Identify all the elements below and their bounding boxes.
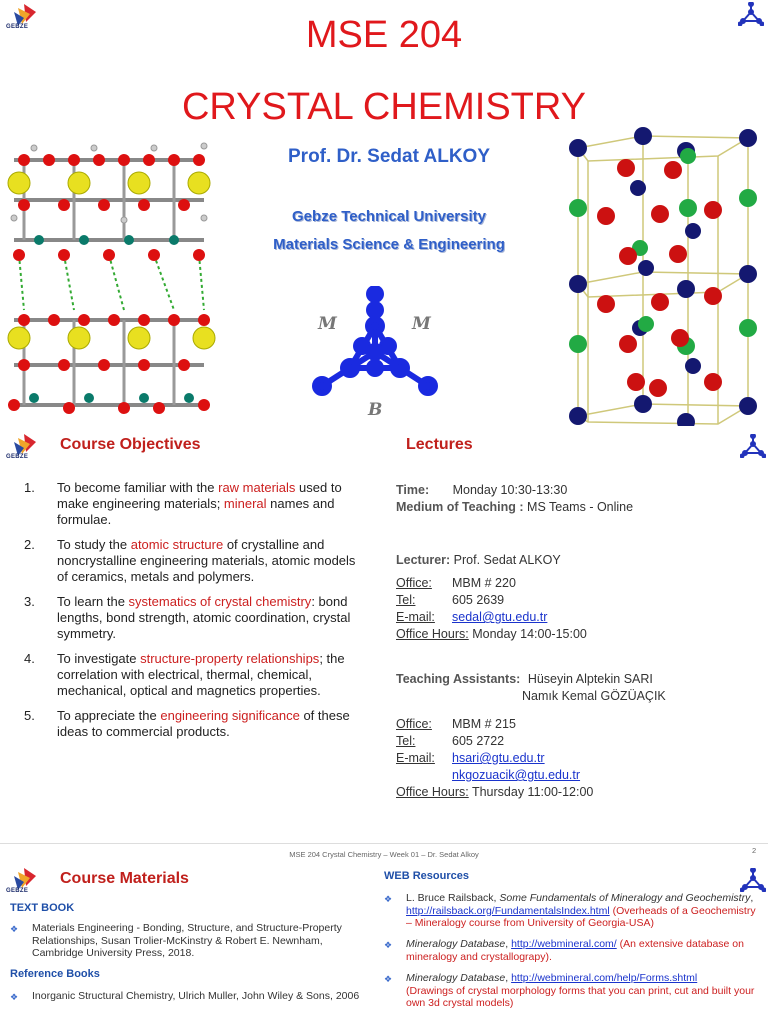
ta-tel-value: 605 2722 <box>452 734 505 748</box>
reference-text: Inorganic Structural Chemistry, Ulrich Muller, John Wiley & Sons, 2006 <box>32 990 360 1002</box>
slide-divider <box>0 843 768 844</box>
r2-note: (An extensive database on mineralogy and crystallograpy). <box>406 938 744 963</box>
email-link[interactable]: sedal@gtu.edu.tr <box>452 610 548 624</box>
lecturer-line <box>396 552 561 569</box>
office-line <box>396 575 516 592</box>
mmb-letter-left: M <box>318 314 337 334</box>
objective-text-part: of crystalline and noncrystalline engineering materials, atomic models of ceramics, metals and polymers. <box>57 537 356 584</box>
objective-highlight: raw materials <box>218 480 296 495</box>
mmb-letter-right: M <box>412 314 431 334</box>
email-line <box>396 609 547 626</box>
tetrahedral-molecule-icon <box>312 286 438 396</box>
ta-tel-line <box>396 733 504 750</box>
ta-label: Teaching Assistants: <box>396 672 521 686</box>
department-name: Materials Science & Engineering <box>273 236 505 253</box>
ta-line-1 <box>396 671 653 688</box>
r1-title: Some Fundamentals of Mineralogy and Geochemistry <box>499 892 751 904</box>
bullet-icon: ❖ <box>384 974 393 984</box>
web-resource-1 <box>384 892 760 930</box>
ta-office-hours-value: Thursday 11:00-12:00 <box>471 785 594 799</box>
r3-note: (Drawings of crystal morphology forms that you can print, cut and built your own 3d crystal models) <box>406 984 755 1009</box>
lecturer-value: Prof. Sedat ALKOY <box>453 553 561 567</box>
reference-item <box>10 990 360 1004</box>
objective-text-part: of these ideas to commercial products. <box>57 708 350 739</box>
office-hours-value: Monday 14:00-15:00 <box>472 627 587 641</box>
objective-text <box>57 480 359 528</box>
tel-value: 605 2639 <box>452 593 505 607</box>
web-resource-2 <box>384 938 760 963</box>
lecture-medium <box>396 499 633 516</box>
gebze-logo-2 <box>4 432 40 469</box>
email-label: E-mail: <box>396 610 435 624</box>
web-resource-3-text: Mineralogy Database, http://webmineral.com/help/Forms.shtml (Drawings of crystal morphology forms that you can print, cut and built your own 3d crystal models) <box>406 972 755 1009</box>
r3-title: Mineralogy Database <box>406 972 506 984</box>
objective-text-part: used to make engineering materials; <box>57 480 342 511</box>
bullet-icon: ❖ <box>10 992 19 1002</box>
tel-label: Tel: <box>396 593 416 607</box>
molecule-corner-icon <box>740 434 766 458</box>
objective-text <box>57 651 359 699</box>
objective-number: 5. <box>24 708 35 723</box>
ta-office-value: MBM # 215 <box>452 717 516 731</box>
textbook-item <box>10 922 360 960</box>
course-objectives-heading: Course Objectives <box>60 436 201 453</box>
office-label: Office: <box>396 576 432 590</box>
ta-office-label: Office: <box>396 717 432 731</box>
hexagonal-crystal-illustration <box>568 126 764 426</box>
objective-text <box>57 594 359 642</box>
objective-item <box>24 708 359 740</box>
ta-2-name: Namık Kemal GÖZÜAÇIK <box>522 689 666 703</box>
objective-text <box>57 708 359 740</box>
university-name: Gebze Technical University <box>292 208 486 225</box>
objective-item <box>24 594 359 642</box>
ta-email-line <box>396 750 545 767</box>
web-resource-3 <box>384 972 760 1010</box>
objective-number: 4. <box>24 651 35 666</box>
web-resource-1-text: L. Bruce Railsback, Some Fundamentals of Mineralogy and Geochemistry, http://railsback.org/FundamentalsIndex.html (Overheads of a Geochemistry – Mineralogy course from University of Georgia-USA) <box>406 892 756 929</box>
ta-office-hours-label: Office Hours: <box>396 785 469 799</box>
lectures-heading: Lectures <box>406 436 473 453</box>
lecture-time <box>396 482 567 499</box>
objective-text-part: To appreciate the <box>57 708 161 723</box>
bullet-icon: ❖ <box>384 940 393 950</box>
objective-highlight: atomic structure <box>130 537 224 552</box>
textbook-heading: TEXT BOOK <box>10 902 75 914</box>
office-value: MBM # 220 <box>452 576 516 590</box>
course-materials-heading: Course Materials <box>60 870 189 887</box>
ta-office-hours-line <box>396 784 593 801</box>
objective-text-part: To investigate <box>57 651 141 666</box>
layered-crystal-illustration <box>4 140 222 420</box>
objective-item <box>24 480 359 528</box>
objective-highlight: mineral <box>223 496 267 511</box>
course-name-title: CRYSTAL CHEMISTRY <box>181 86 586 128</box>
objective-text-part: ; the correlation with electrical, thermal, chemical, mechanical, optical and magnetics properties. <box>57 651 345 698</box>
bullet-icon: ❖ <box>384 894 393 904</box>
objective-text-part: names and formulae. <box>57 496 335 527</box>
mmb-letter-bottom: B <box>368 400 383 420</box>
time-value: Monday 10:30-13:30 <box>452 483 568 497</box>
logo-text: GEBZE <box>6 24 29 30</box>
objective-number: 1. <box>24 480 35 495</box>
objective-text-part: To learn the <box>57 594 129 609</box>
ta-email-link-2-text[interactable]: nkgozuacik@gtu.edu.tr <box>452 768 581 782</box>
reference-books-heading: Reference Books <box>10 968 100 980</box>
slide-footer: MSE 204 Crystal Chemistry – Week 01 – Dr. Sedat Alkoy <box>289 850 479 859</box>
logo-text: GEBZE <box>6 454 29 460</box>
objective-highlight: systematics of crystal chemistry <box>128 594 312 609</box>
tel-line <box>396 592 504 609</box>
objective-number: 3. <box>24 594 35 609</box>
lecturer-label: Lecturer: <box>396 553 451 567</box>
objective-highlight: structure-property relationships <box>140 651 320 666</box>
r1-note: (Overheads of a Geochemistry – Mineralogy course from University of Georgia-USA) <box>406 904 756 929</box>
ta-email-link-1[interactable]: hsari@gtu.edu.tr <box>452 751 545 765</box>
ta-email-link-2 <box>452 767 580 784</box>
web-resources-heading: WEB Resources <box>384 870 469 882</box>
page-number: 2 <box>752 846 757 855</box>
medium-label: Medium of Teaching : <box>396 500 524 514</box>
time-label: Time: <box>396 483 430 497</box>
medium-value: MS Teams - Online <box>527 500 634 514</box>
objective-text <box>57 537 359 585</box>
ta-office-line <box>396 716 516 733</box>
gebze-logo-3 <box>4 866 40 903</box>
logo-text: GEBZE <box>6 888 29 894</box>
ta-tel-label: Tel: <box>396 734 416 748</box>
objective-text-part: To study the <box>57 537 131 552</box>
r3-link[interactable]: http://webmineral.com/help/Forms.shtml <box>511 972 698 984</box>
objective-text-part: : bond lengths, bond strength, atomic coordination, crystal symmetry. <box>57 594 351 641</box>
r1-author: L. Bruce Railsback, <box>406 892 500 904</box>
objective-text-part: To become familiar with the <box>57 480 219 495</box>
objective-item <box>24 537 359 585</box>
molecule-corner-icon <box>740 868 766 892</box>
objective-item <box>24 651 359 699</box>
objectives-list <box>24 480 359 749</box>
r2-link[interactable]: http://webmineral.com/ <box>511 938 617 950</box>
bullet-icon: ❖ <box>10 924 19 934</box>
ta-email-label: E-mail: <box>396 751 435 765</box>
course-code-title: MSE 204 <box>305 14 463 56</box>
mmb-logo <box>312 286 438 422</box>
office-hours-line <box>396 626 587 643</box>
textbook-text: Materials Engineering - Bonding, Structure, and Structure-Property Relationships, Susan Trolier-McKinstry & Robert E. Newnham, Cambridge University Press, 2018. <box>32 922 342 959</box>
objective-number: 2. <box>24 537 35 552</box>
r1-link[interactable]: http://railsback.org/FundamentalsIndex.html <box>406 904 610 917</box>
ta-1-name: Hüseyin Alptekin SARI <box>527 672 653 686</box>
r2-title: Mineralogy Database <box>406 938 506 950</box>
objective-highlight: engineering significance <box>160 708 300 723</box>
web-resource-2-text: Mineralogy Database, http://webmineral.com/ (An extensive database on mineralogy and crystallograpy). <box>406 938 744 963</box>
professor-name: Prof. Dr. Sedat ALKOY <box>288 146 490 167</box>
office-hours-label: Office Hours: <box>396 627 469 641</box>
